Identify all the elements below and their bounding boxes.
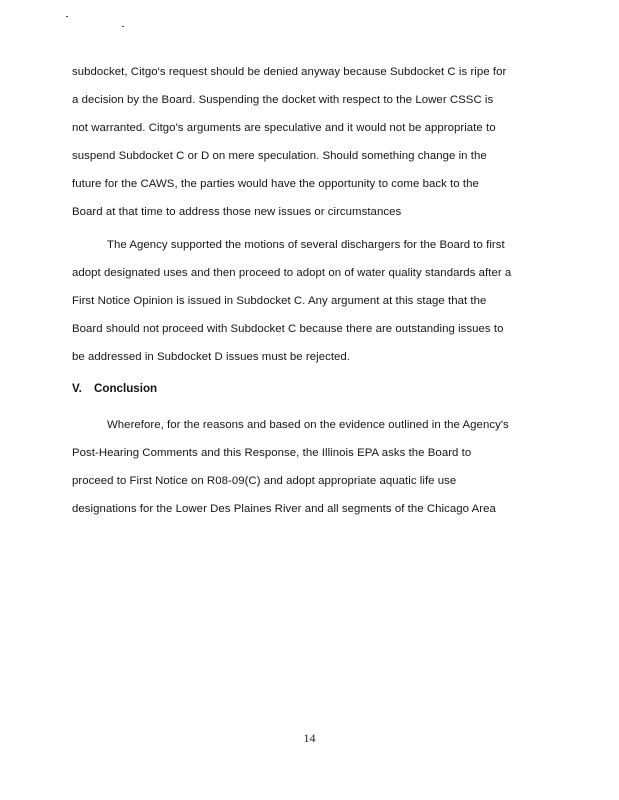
paragraph-2-line-4: Board should not proceed with Subdocket C because there are outstanding issues to [72,323,504,335]
section-heading [72,382,157,396]
paragraph-1-line-2: a decision by the Board. Suspending the docket with respect to the Lower CSSC is [72,94,494,106]
paragraph-1-line-5: future for the CAWS, the parties would have the opportunity to come back to the [72,178,479,190]
page-number: 14 [303,731,316,745]
scan-speck [122,26,124,27]
paragraph-2-line-3: First Notice Opinion is issued in Subdocket C. Any argument at this stage that the [72,295,487,307]
scan-specks [60,14,130,30]
paragraph-3-line-3: proceed to First Notice on R08-09(C) and adopt appropriate aquatic life use [72,475,457,487]
paragraph-2-line-5: be addressed in Subdocket D issues must be rejected. [72,351,351,363]
section-title: Conclusion [94,382,158,395]
section-number: V. [72,382,82,395]
paragraph-1-line-4: suspend Subdocket C or D on mere speculation. Should something change in the [72,150,487,162]
paragraph-1-line-3: not warranted. Citgo's arguments are speculative and it would not be appropriate to [72,122,496,134]
paragraph-3-line-1: Wherefore, for the reasons and based on the evidence outlined in the Agency's [107,419,509,431]
paragraph-1-line-6: Board at that time to address those new issues or circumstances [72,206,402,218]
paragraph-1-line-1: subdocket, Citgo's request should be denied anyway because Subdocket C is ripe for [72,66,507,78]
paragraph-2-line-2: adopt designated uses and then proceed to adopt on of water quality standards after a [72,267,512,279]
scan-speck [66,16,68,17]
paragraph-2-line-1: The Agency supported the motions of several dischargers for the Board to first [107,239,505,251]
paragraph-3-line-2: Post-Hearing Comments and this Response, the Illinois EPA asks the Board to [72,447,472,459]
paragraph-3-line-4: designations for the Lower Des Plaines River and all segments of the Chicago Area [72,503,496,515]
